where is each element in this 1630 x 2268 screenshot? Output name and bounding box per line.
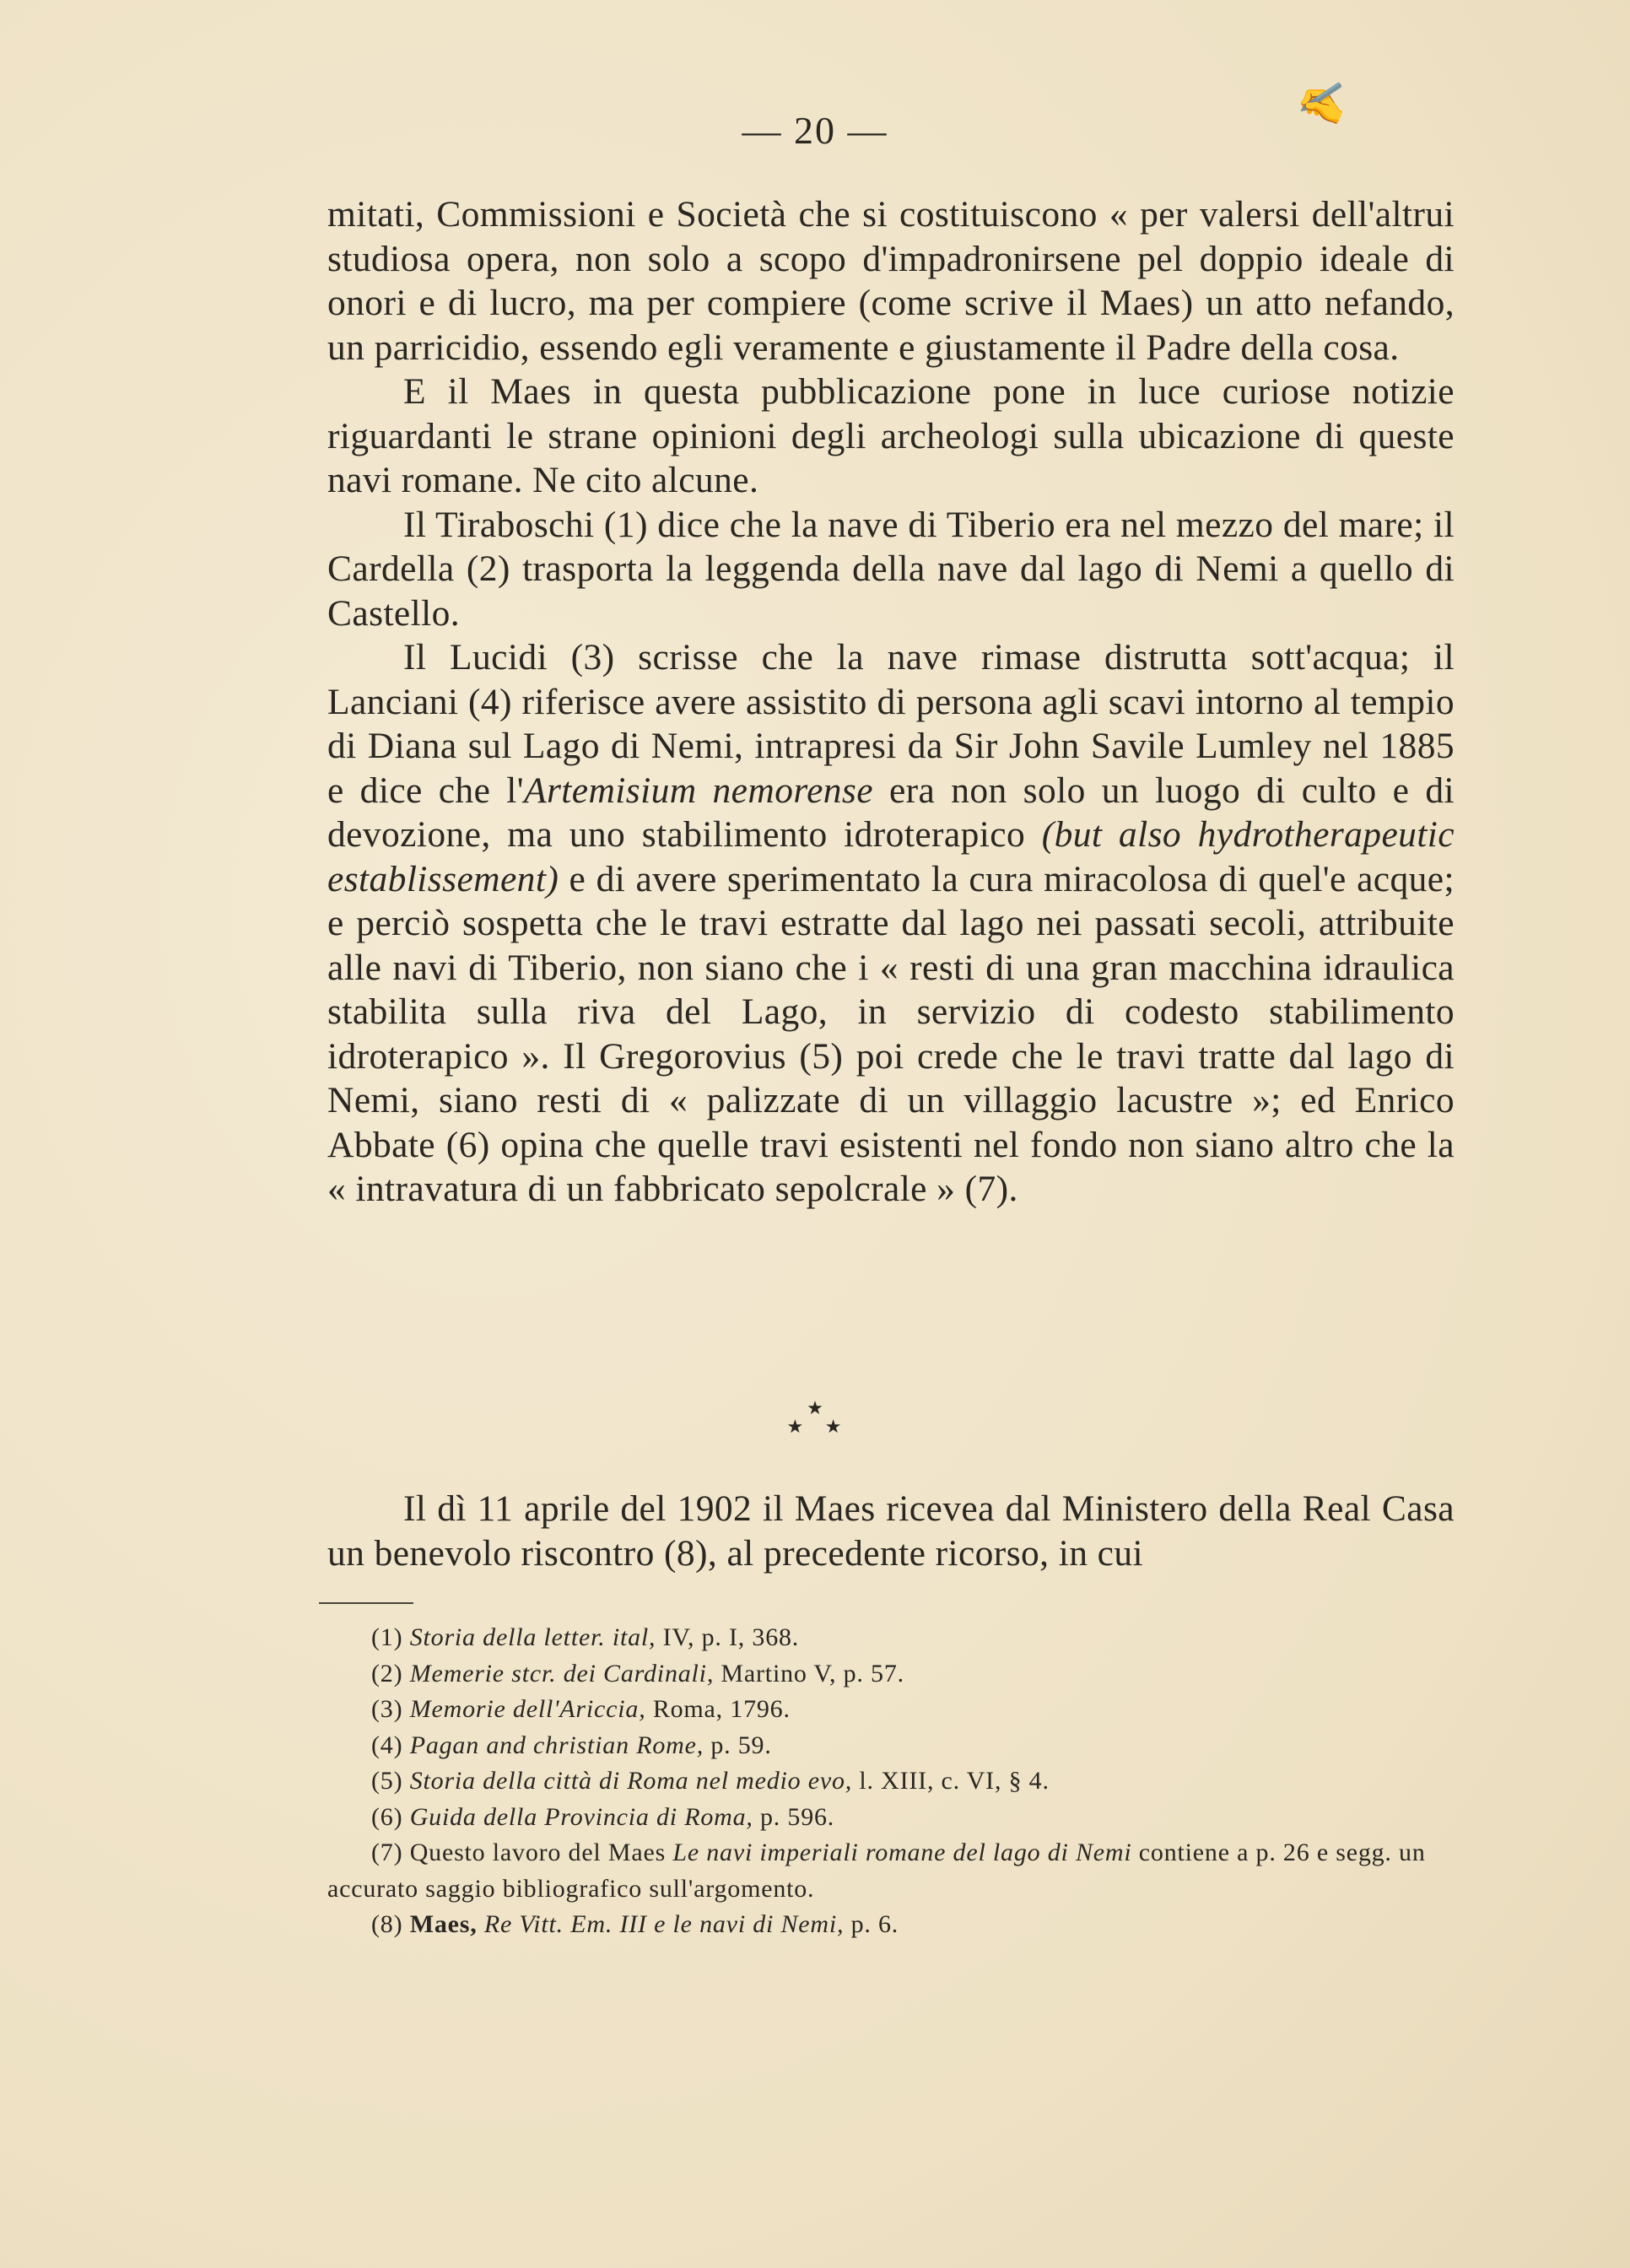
- footnote-number: (4): [371, 1731, 403, 1759]
- footnote-rest: Martino V, p. 57.: [714, 1659, 904, 1688]
- footnote-pre: Questo lavoro del Maes: [402, 1839, 673, 1866]
- italic-english-quote: (but also hydrotherapeutic establissement): [327, 814, 1455, 899]
- footnotes: [327, 1620, 1455, 1943]
- italic-artemisium: Artemisium nemorense: [523, 770, 873, 811]
- footnote-title: Pagan and christian Rome,: [409, 1731, 704, 1759]
- footnote-title: Storia della città di Roma nel medio evo,: [409, 1767, 853, 1795]
- asterism-bottom-stars: ★ ★: [786, 1416, 850, 1437]
- footnote-6: [327, 1800, 1455, 1836]
- footnote-2: [327, 1656, 1455, 1693]
- footnote-number: (5): [371, 1767, 403, 1795]
- footnote-5: [327, 1763, 1455, 1800]
- footnote-title: Storia della letter. ital,: [409, 1623, 656, 1651]
- footnote-3: [327, 1692, 1455, 1728]
- paragraph-4-text-a: Il Lucidi (3) scrisse che la nave rimase distrutta sott'acqua; il Lanciani (4) riferisce avere assistito di persona agli scavi intorno al tempio di Diana sul Lago di Nemi, intrapresi da Sir John Savile Lumley nel 1885 e dice che l': [327, 637, 1455, 811]
- section-asterism: [0, 1399, 1630, 1436]
- footnote-title: Le navi imperiali romane del lago di Nemi: [672, 1839, 1132, 1866]
- footnote-rest: l. XIII, c. VI, § 4.: [852, 1767, 1050, 1795]
- footnote-title: Memerie stcr. dei Cardinali,: [409, 1659, 715, 1688]
- footnote-number: (2): [371, 1659, 403, 1688]
- footnote-rest: p. 59.: [704, 1731, 772, 1759]
- footnote-7: [327, 1835, 1455, 1907]
- paragraph-4-text-c: e di avere sperimentato la cura miracolosa di quel'e acque; e perciò sospetta che le travi estratte dal lago nei passati secoli, attribuite alle navi di Tiberio, non siano che i « resti di una gran macchina idraulica stabilita sulla riva del Lago, in servizio di codesto stabilimento idroterapico ». Il Gregorovius (5) poi crede che le travi tratte dal lago di Nemi, siano resti di « palizzate di un villaggio lacustre »; ed Enrico Abbate (6) opina che quelle travi esistenti nel fondo non siano altro che la « intravatura di un fabbricato sepolcrale » (7).: [327, 858, 1455, 1209]
- footnote-title: Memorie dell'Ariccia,: [409, 1695, 646, 1723]
- paragraph-5: Il dì 11 aprile del 1902 il Maes ricevea dal Ministero della Real Casa un benevolo riscontro (8), al precedente ricorso, in cui: [327, 1488, 1455, 1574]
- bottom-text: [327, 1487, 1455, 1575]
- asterism-top-star: ★: [807, 1397, 823, 1418]
- footnote-number: (6): [371, 1802, 403, 1831]
- footnote-number: (7): [371, 1839, 403, 1866]
- footnote-rest: p. 596.: [753, 1802, 835, 1831]
- footnote-rest: IV, p. I, 368.: [656, 1623, 800, 1651]
- footnote-title: Re Vitt. Em. III e le navi di Nemi,: [483, 1910, 845, 1938]
- footnote-rest: Roma, 1796.: [645, 1695, 791, 1723]
- paragraph-3: Il Tiraboschi (1) dice che la nave di Tiberio era nel mezzo del mare; il Cardella (2) trasporta la leggenda della nave dal lago di Nemi a quello di Castello.: [327, 504, 1455, 634]
- paragraph-1: mitati, Commissioni e Società che si costituiscono « per valersi dell'altrui studiosa opera, non solo a scopo d'impadronirsene pel doppio ideale di onori e di lucro, ma per compiere (come scrive il Maes) un atto nefando, un parricidio, essendo egli veramente e giustamente il Padre della cosa.: [327, 194, 1455, 368]
- footnote-title: Guida della Provincia di Roma,: [409, 1802, 753, 1831]
- footnote-rest: contiene a p. 26 e segg. un accurato saggio bibliografico sull'argomento.: [327, 1839, 1426, 1903]
- footnote-number: (1): [371, 1623, 403, 1651]
- paragraph-4: [327, 635, 1455, 1212]
- footnote-number: (8): [371, 1910, 403, 1938]
- footnote-8: [327, 1907, 1455, 1943]
- paragraph-2: E il Maes in questa pubblicazione pone in luce curiose notizie riguardanti le strane opinioni degli archeologi sulla ubicazione di queste navi romane. Ne cito alcune.: [327, 371, 1455, 500]
- footnote-author: Maes,: [409, 1910, 478, 1938]
- footnote-4: [327, 1728, 1455, 1764]
- page-number: — 20 —: [742, 109, 888, 152]
- footnote-number: (3): [371, 1695, 403, 1723]
- footnote-1: [327, 1620, 1455, 1656]
- footnote-rest: p. 6.: [844, 1910, 899, 1938]
- footnote-divider: [319, 1602, 413, 1604]
- main-text: [327, 192, 1455, 1212]
- paragraph-4-text-b: era non solo un luogo di culto e di devozione, ma uno stabilimento idroterapico: [327, 770, 1455, 855]
- ink-mark-icon: ✍: [1293, 71, 1356, 131]
